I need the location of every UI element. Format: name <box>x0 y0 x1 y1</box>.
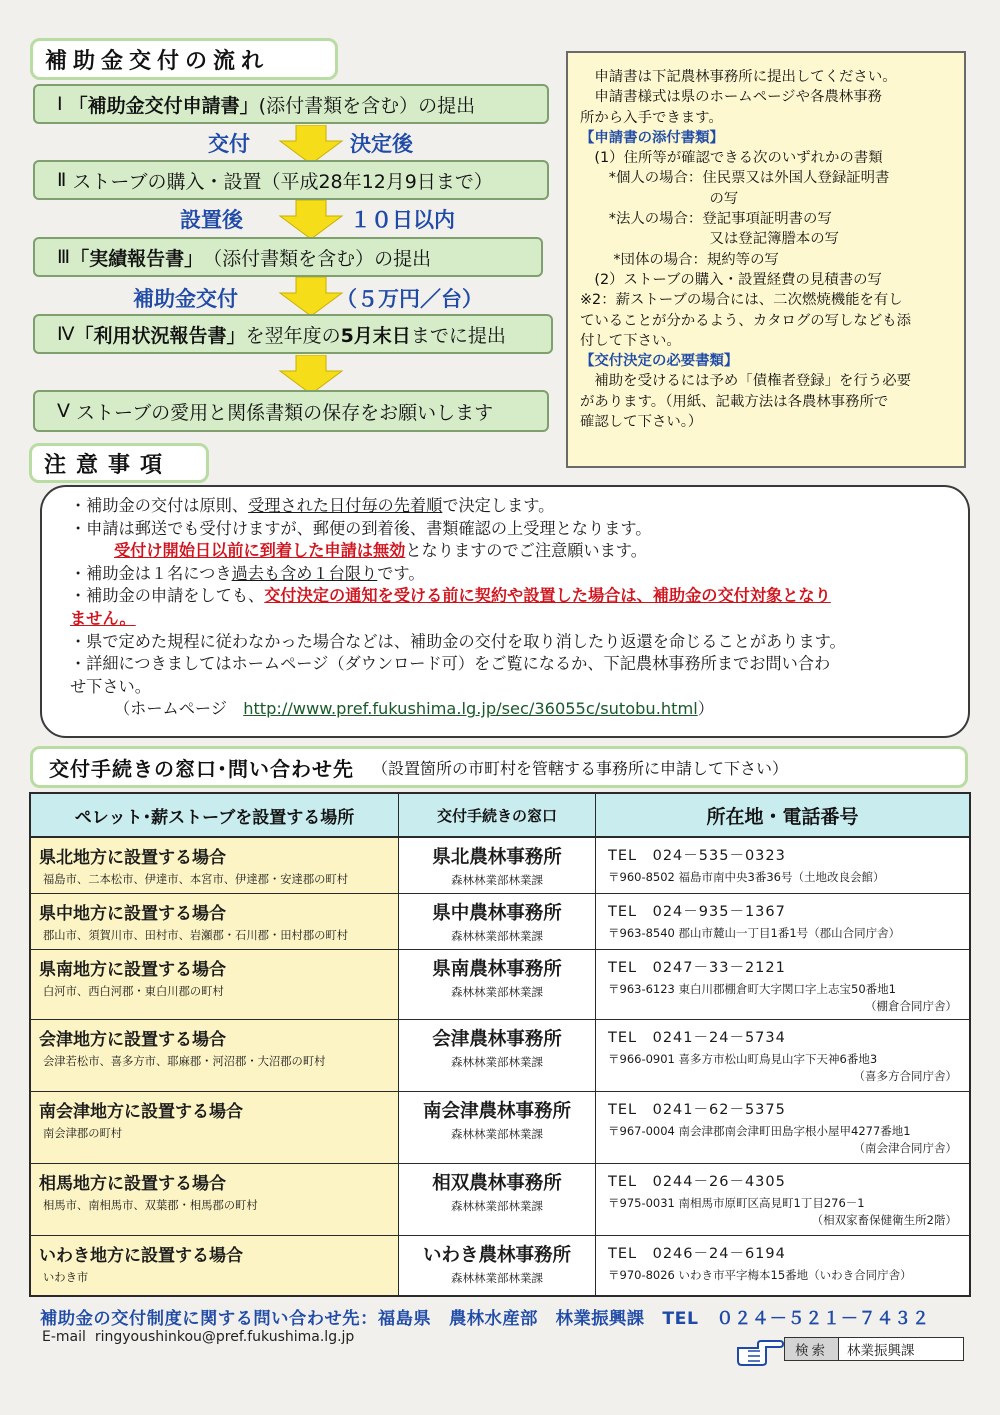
row-area: 県中地方に設置する場合 <box>39 904 226 924</box>
row-address: 〒963-8540 郡山市麓山一丁目1番1号（郡山合同庁舎） <box>608 926 901 940</box>
flow-note-2-right: １０日以内 <box>350 208 455 232</box>
info-line: があります。（用紙、記載方法は各農林事務所で <box>580 393 889 410</box>
row-area: 南会津地方に設置する場合 <box>39 1102 243 1122</box>
row-office: 県南農林事務所 <box>432 959 562 980</box>
table-row <box>31 1164 969 1236</box>
notice-line-7: ・県で定めた規程に従わなかった場合などは、補助金の交付を取り消したり返還を命じることがあります。 <box>70 631 846 651</box>
info-line: の写 <box>580 190 739 207</box>
info-line: (1）住所等が確認できる次のいずれかの書類 <box>580 150 883 167</box>
row-tel: TEL 0244－26－4305 <box>608 1174 786 1190</box>
flow-arrow-2 <box>278 200 344 240</box>
row-towns: 会津若松市、喜多方市、耶麻郡・河沼郡・大沼郡の町村 <box>43 1055 326 1068</box>
notice-box <box>40 485 970 738</box>
notice-line-6: ません。 <box>70 608 136 628</box>
row-area: 県南地方に設置する場合 <box>39 960 226 980</box>
info-line: *個人の場合：住民票又は外国人登録証明書 <box>580 170 890 187</box>
search-label: 検索 <box>785 1338 839 1360</box>
flow-step-5: Ⅴ ストーブの愛用と関係書類の保存をお願いします <box>33 390 549 432</box>
notice-line-3: 受付け開始日以前に到着した申請は無効となりますのでご注意願います。 <box>114 541 647 561</box>
row-tel: TEL 024－935－1367 <box>608 904 786 920</box>
search-box[interactable] <box>784 1337 964 1361</box>
flow-step-4: Ⅳ 「利用状況報告書」 を翌年度の 5月末日 までに提出 <box>33 314 553 354</box>
search-keyword: 林業振興課 <box>847 1343 915 1359</box>
flow-note-3-left: 補助金交付 <box>133 287 238 311</box>
info-heading-required: 【交付決定の必要書類】 <box>580 353 739 370</box>
row-building: （棚倉合同庁舎） <box>865 999 957 1013</box>
table-row <box>31 838 969 894</box>
inquiry-line: 補助金の交付制度に関する問い合わせ先：福島県 農林水産部 林業振興課 TEL ０２４－５２１－７４３２ <box>40 1309 930 1329</box>
row-towns: 福島市、二本松市、伊達市、本宮市、伊達郡・安達郡の町村 <box>43 873 349 886</box>
flow-step-3: Ⅲ 「実績報告書」 （添付書類を含む）の提出 <box>33 237 543 277</box>
header-location: ペレット･薪ストーブを設置する場所 <box>74 807 355 828</box>
row-towns: いわき市 <box>43 1271 89 1284</box>
row-dept: 森林林業部林業課 <box>451 985 543 999</box>
row-address: 〒960-8502 福島市南中央3番36号（土地改良会館） <box>608 870 885 884</box>
row-office: 相双農林事務所 <box>432 1173 562 1194</box>
info-line: 又は登記簿謄本の写 <box>580 231 840 248</box>
table-row <box>31 894 969 950</box>
notice-line-1: ・補助金の交付は原則、受理された日付毎の先着順で決定します。 <box>70 496 555 515</box>
info-heading-attachments: 【申請書の添付書類】 <box>580 129 724 146</box>
row-office: 県北農林事務所 <box>432 847 562 868</box>
row-building: （喜多方合同庁舎） <box>853 1069 957 1083</box>
contacts-subtitle: （設置箇所の市町村を管轄する事務所に申請して下さい） <box>372 758 789 778</box>
row-tel: TEL 0241－24－5734 <box>608 1030 786 1046</box>
row-dept: 森林林業部林業課 <box>451 929 543 943</box>
notice-section-title: 注意事項 <box>29 443 209 483</box>
row-address: 〒975-0031 南相馬市原町区高見町1丁目276－1 <box>608 1196 865 1210</box>
flow-section-title: 補助金交付の流れ <box>30 38 338 80</box>
homepage-link[interactable]: http://www.pref.fukushima.lg.jp/sec/36055c/sutobu.html <box>243 699 698 719</box>
row-towns: 白河市、西白河郡・東白川郡の町村 <box>43 985 224 998</box>
header-office: 交付手続きの窓口 <box>398 794 596 836</box>
info-line: ※2：薪ストーブの場合には、二次燃焼機能を有し <box>580 292 903 309</box>
row-tel: TEL 0241－62－5375 <box>608 1102 786 1118</box>
email-label: E-mail <box>42 1329 86 1345</box>
row-dept: 森林林業部林業課 <box>451 1127 543 1141</box>
row-office: 会津農林事務所 <box>432 1029 562 1050</box>
flow-note-2-left: 設置後 <box>180 208 243 232</box>
flow-step-2: Ⅱ ストーブの購入・設置（平成28年12月9日まで） <box>33 160 549 200</box>
row-office: いわき農林事務所 <box>422 1245 571 1266</box>
flow-note-1-left: 交付 <box>208 132 250 156</box>
pointing-hand-icon <box>736 1338 784 1370</box>
row-dept: 森林林業部林業課 <box>451 1199 543 1213</box>
flow-step-1: Ⅰ 「補助金交付申請書」 (添付書類を含む）の提出 <box>33 84 549 124</box>
row-address: 〒963-6123 東白川郡棚倉町大字関口字上志宝50番地1 <box>608 982 896 996</box>
contacts-table <box>29 792 971 1297</box>
info-line: *団体の場合：規約等の写 <box>580 251 779 268</box>
row-address: 〒967-0004 南会津郡南会津町田島字根小屋甲4277番地1 <box>608 1124 911 1138</box>
table-row <box>31 950 969 1020</box>
row-area: いわき地方に設置する場合 <box>39 1246 243 1266</box>
flow-arrow-4 <box>278 355 344 395</box>
notice-line-10: （ホームページ http://www.pref.fukushima.lg.jp/sec/36055c/sutobu.html） <box>114 699 714 719</box>
info-line: *法人の場合：登記事項証明書の写 <box>580 211 832 228</box>
row-towns: 郡山市、須賀川市、田村市、岩瀬郡・石川郡・田村郡の町村 <box>43 929 349 942</box>
row-dept: 森林林業部林業課 <box>451 1055 543 1069</box>
table-header <box>31 794 969 838</box>
header-address: 所在地・電話番号 <box>706 805 859 828</box>
email-address[interactable]: ringyoushinkou@pref.fukushima.lg.jp <box>94 1329 355 1345</box>
row-tel: TEL 0247－33－2121 <box>608 960 786 976</box>
notice-line-2: ・申請は郵送でも受付けますが、郵便の到着後、書類確認の上受理となります。 <box>70 518 652 538</box>
info-line: 補助を受けるには予め「債権者登録」を行う必要 <box>580 373 911 390</box>
notice-line-8: ・詳細につきましてはホームページ（ダウンロード可）をご覧になるか、下記農林事務所までお問い合わ <box>70 654 831 674</box>
email-line <box>42 1329 354 1345</box>
row-office: 県中農林事務所 <box>432 903 562 924</box>
table-row <box>31 1092 969 1164</box>
row-area: 相馬地方に設置する場合 <box>39 1174 226 1194</box>
application-info-box <box>566 51 966 468</box>
row-address: 〒970-8026 いわき市平字梅本15番地（いわき合同庁舎） <box>608 1268 912 1282</box>
row-dept: 森林林業部林業課 <box>451 1271 543 1285</box>
notice-line-4: ・補助金は１名につき過去も含め１台限りです。 <box>70 563 425 583</box>
row-building: （南会津合同庁舎） <box>853 1141 957 1155</box>
row-area: 会津地方に設置する場合 <box>39 1030 226 1050</box>
flow-arrow-3 <box>278 277 344 317</box>
table-row <box>31 1236 969 1295</box>
info-line: 申請書は下記農林事務所に提出してください。 <box>580 69 897 85</box>
row-address: 〒966-0901 喜多方市松山町鳥見山字下天神6番地3 <box>608 1052 878 1066</box>
notice-line-9: せ下さい。 <box>70 676 151 696</box>
info-line: 所から入手できます。 <box>580 109 723 126</box>
flow-note-1-right: 決定後 <box>350 132 413 156</box>
row-tel: TEL 0246－24－6194 <box>608 1246 786 1262</box>
info-line: 申請書様式は県のホームページや各農林事務 <box>580 89 882 106</box>
table-row <box>31 1020 969 1092</box>
info-line: 確認して下さい。） <box>580 414 703 431</box>
row-area: 県北地方に設置する場合 <box>39 848 226 868</box>
row-dept: 森林林業部林業課 <box>451 873 543 887</box>
row-tel: TEL 024－535－0323 <box>608 848 786 864</box>
row-towns: 南会津郡の町村 <box>43 1127 123 1140</box>
flow-note-3-right: （５万円／台） <box>336 287 483 311</box>
info-line: ていることが分かるよう、カタログの写しなども添 <box>580 312 911 329</box>
contacts-section-title: 交付手続きの窓口･問い合わせ先 （設置箇所の市町村を管轄する事務所に申請して下さい） <box>30 746 968 788</box>
flow-arrow-1 <box>278 125 344 165</box>
notice-line-5: ・補助金の申請をしても、交付決定の通知を受ける前に契約や設置した場合は、補助金の交付対象となり <box>70 586 831 606</box>
info-line: 付して下さい。 <box>580 332 681 349</box>
row-towns: 相馬市、南相馬市、双葉郡・相馬郡の町村 <box>43 1199 258 1212</box>
info-line: (2）ストーブの購入・設置経費の見積書の写 <box>580 271 882 288</box>
row-office: 南会津農林事務所 <box>422 1101 571 1122</box>
row-building: （相双家畜保健衛生所2階） <box>811 1213 957 1227</box>
